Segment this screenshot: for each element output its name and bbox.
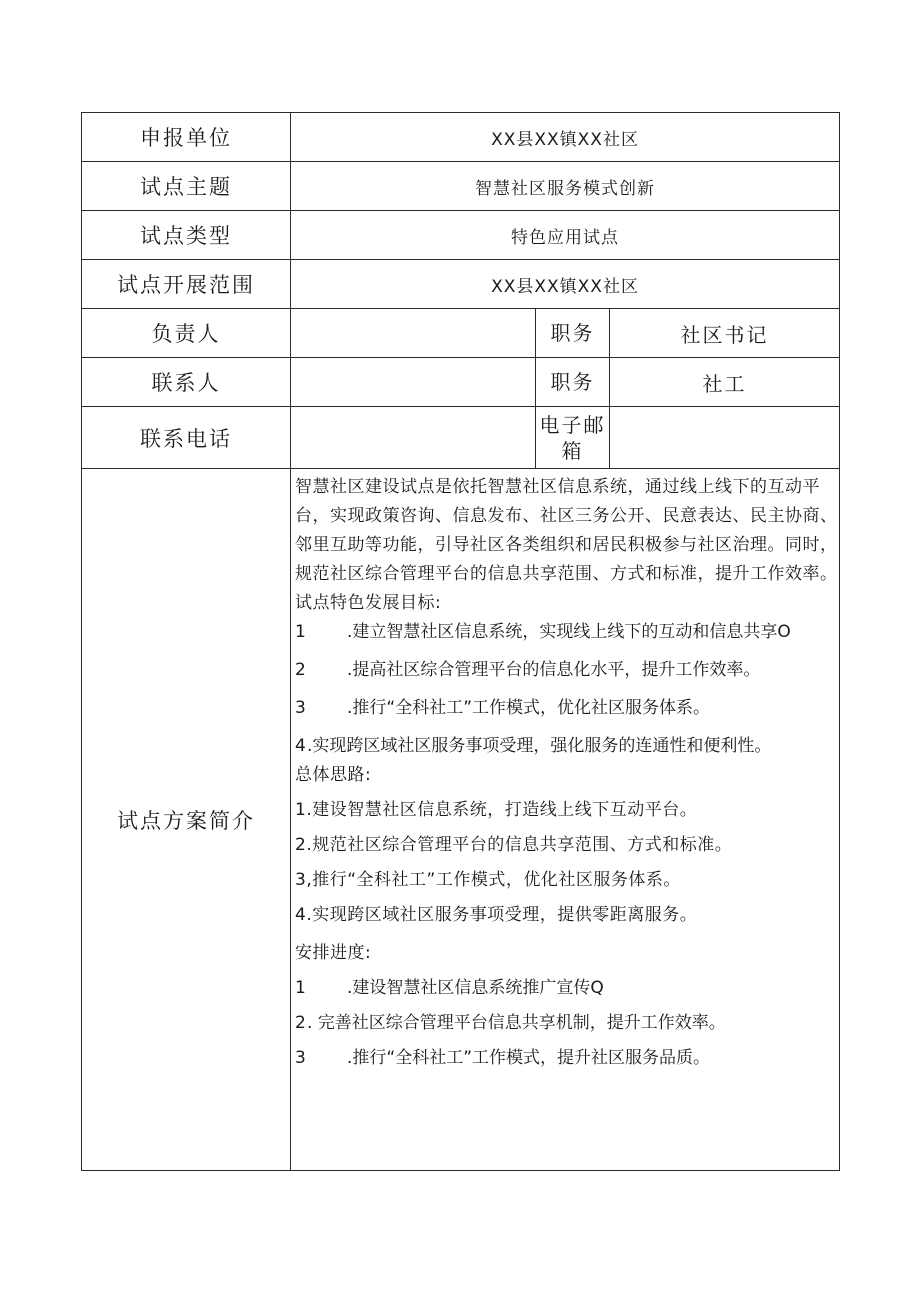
row-contact xyxy=(82,358,840,407)
phone-value-field xyxy=(291,407,536,469)
goal-num: 4 xyxy=(295,736,306,756)
row-scope xyxy=(82,260,840,309)
summary-content xyxy=(291,469,840,1171)
schedule-text: .建设智慧社区信息系统推广宣传Q xyxy=(347,978,604,998)
contact-role-value: 社工 xyxy=(610,358,840,407)
summary-label: 试点方案简介 xyxy=(82,469,291,1171)
goal-num: 2 xyxy=(295,660,306,680)
goal-num: 3 xyxy=(295,698,306,718)
goal-text: .推行“全科社工”工作模式，优化社区服务体系。 xyxy=(347,698,711,718)
row-summary xyxy=(82,469,840,1171)
row-phone xyxy=(82,407,840,469)
unit-value: XX县XX镇XX社区 xyxy=(291,113,840,162)
contact-role-label: 职务 xyxy=(536,358,610,407)
summary-intro: 智慧社区建设试点是依托智慧社区信息系统，通过线上线下的互动平台，实现政策咨询、信息发布、社区三务公开、民意表达、民主协商、邻里互助等功能，引导社区各类组织和居民积极参与社区治理。同时，规范社区综合管理平台的信息共享范围、方式和标准，提升工作效率。 xyxy=(295,477,838,584)
unit-label: 申报单位 xyxy=(82,113,291,162)
email-value-field xyxy=(610,407,840,469)
leader-role-value: 社区书记 xyxy=(610,309,840,358)
schedule-num: 1 xyxy=(295,978,306,998)
goal-item-1 xyxy=(295,618,839,647)
approach-item: 2.规范社区综合管理平台的信息共享范围、方式和标准。 xyxy=(295,835,733,855)
goal-text: .提高社区综合管理平台的信息化水平，提升工作效率。 xyxy=(347,660,761,680)
leader-name-field xyxy=(291,309,536,358)
scope-value: XX县XX镇XX社区 xyxy=(291,260,840,309)
schedule-item-3 xyxy=(295,1044,839,1073)
theme-label: 试点主题 xyxy=(82,162,291,211)
approach-title: 总体思路: xyxy=(295,765,372,785)
goal-item-3 xyxy=(295,694,839,723)
schedule-item-1 xyxy=(295,974,839,1003)
theme-value: 智慧社区服务模式创新 xyxy=(291,162,840,211)
goal-item-4 xyxy=(295,732,839,761)
schedule-text: .推行“全科社工”工作模式，提升社区服务品质。 xyxy=(347,1048,711,1068)
schedule-title: 安排进度: xyxy=(295,943,372,963)
goal-text: .实现跨区域社区服务事项受理，强化服务的连通性和便利性。 xyxy=(307,736,772,756)
email-label-line-1: 电子邮 xyxy=(539,412,606,437)
goal-item-2 xyxy=(295,656,839,685)
schedule-num: 2 xyxy=(295,1013,306,1033)
type-value: 特色应用试点 xyxy=(291,211,840,260)
goals-title: 试点特色发展目标: xyxy=(295,593,442,613)
application-form-table xyxy=(81,112,840,1171)
type-label: 试点类型 xyxy=(82,211,291,260)
scope-label: 试点开展范围 xyxy=(82,260,291,309)
phone-label: 联系电话 xyxy=(82,407,291,469)
approach-item: 3,推行“全科社工”工作模式，优化社区服务体系。 xyxy=(295,870,681,890)
approach-item: 1.建设智慧社区信息系统，打造线上线下互动平台。 xyxy=(295,800,698,820)
email-label xyxy=(536,407,610,469)
row-leader xyxy=(82,309,840,358)
leader-role-label: 职务 xyxy=(536,309,610,358)
row-type xyxy=(82,211,840,260)
schedule-num: 3 xyxy=(295,1048,306,1068)
schedule-item-2 xyxy=(295,1009,839,1038)
row-unit xyxy=(82,113,840,162)
contact-label: 联系人 xyxy=(82,358,291,407)
leader-label: 负责人 xyxy=(82,309,291,358)
row-theme xyxy=(82,162,840,211)
goal-num: 1 xyxy=(295,622,306,642)
approach-item: 4.实现跨区域社区服务事项受理，提供零距离服务。 xyxy=(295,905,698,925)
schedule-text: . 完善社区综合管理平台信息共享机制，提升工作效率。 xyxy=(307,1013,726,1033)
goal-text: .建立智慧社区信息系统，实现线上线下的互动和信息共享O xyxy=(347,622,791,642)
contact-name-field xyxy=(291,358,536,407)
email-label-line-2: 箱 xyxy=(561,438,584,463)
